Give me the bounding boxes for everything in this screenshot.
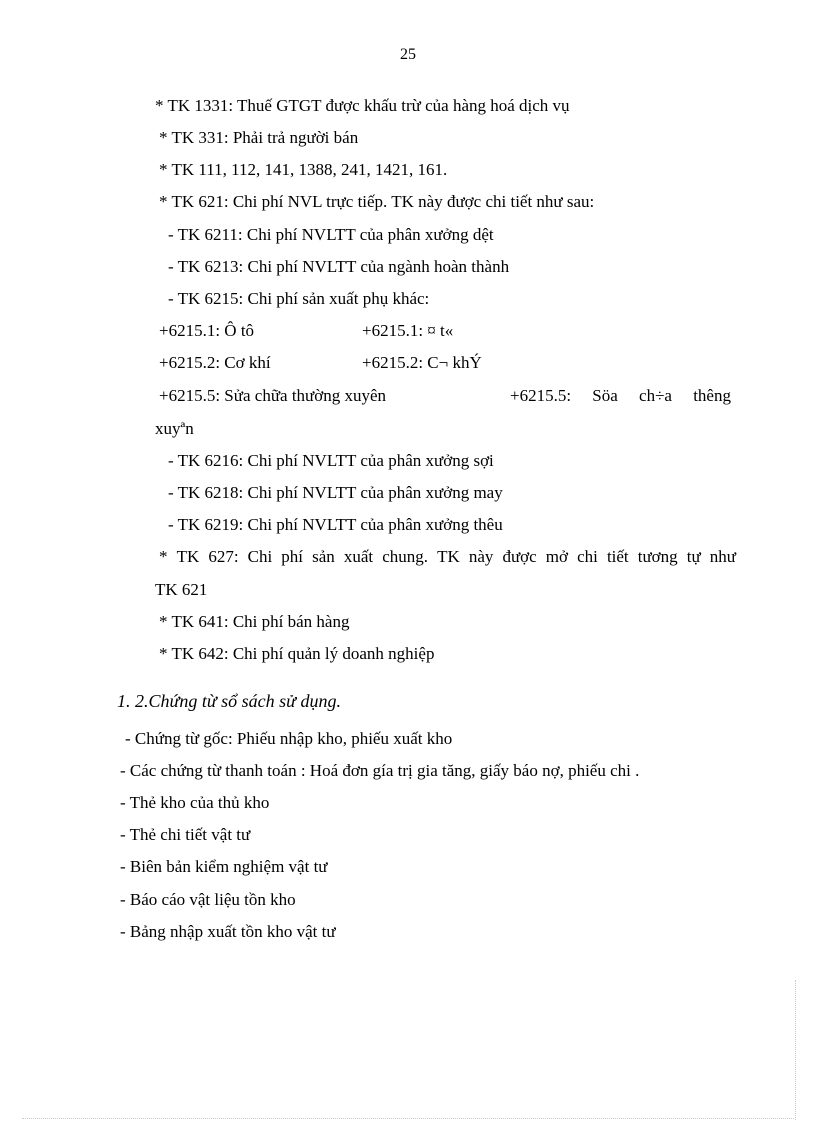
account-line-6211: - TK 6211: Chi phí NVLTT của phân xưởng dệt xyxy=(168,225,494,244)
word: này xyxy=(468,547,494,566)
account-line-6218: - TK 6218: Chi phí NVLTT của phân xưởng may xyxy=(168,483,503,502)
document-item: - Biên bản kiểm nghiệm vật tư xyxy=(120,857,328,876)
account-line-cash: * TK 111, 112, 141, 1388, 241, 1421, 161. xyxy=(159,160,448,179)
account-line-621: * TK 621: Chi phí NVL trực tiếp. TK này được chi tiết như sau: xyxy=(159,192,595,211)
account-line-6213: - TK 6213: Chi phí NVLTT của ngành hoàn thành xyxy=(168,257,510,276)
document-item: - Báo cáo vật liệu tồn kho xyxy=(120,890,296,909)
word: chung. xyxy=(382,547,428,566)
sub-account-right: +6215.1: ¤ t« xyxy=(362,321,454,340)
word: chi xyxy=(577,547,598,566)
word: tương xyxy=(637,547,678,566)
word: xuất xyxy=(343,547,374,566)
wrapped-text: TK 621 xyxy=(155,580,208,599)
word: +6215.5: xyxy=(510,386,572,405)
document-item: - Bảng nhập xuất tồn kho vật tư xyxy=(120,922,336,941)
account-line-331: * TK 331: Phải trả người bán xyxy=(159,128,359,147)
word: mở xyxy=(545,547,568,566)
account-line-6216: - TK 6216: Chi phí NVLTT của phân xưởng sợi xyxy=(168,451,494,470)
word: ch÷a xyxy=(639,386,672,405)
word: Chi xyxy=(247,547,273,566)
word: như xyxy=(709,547,736,566)
account-line-6215: - TK 6215: Chi phí sản xuất phụ khác: xyxy=(168,289,430,308)
word: Söa xyxy=(592,386,618,405)
word: được xyxy=(502,547,537,566)
word: * xyxy=(159,547,168,566)
sub-account-left: +6215.1: Ô tô xyxy=(159,321,255,340)
word: sản xyxy=(312,547,335,566)
page-edge-divider xyxy=(795,980,796,1120)
word: tiết xyxy=(606,547,629,566)
page-bottom-divider xyxy=(22,1118,794,1119)
word: phí xyxy=(281,547,304,566)
account-line-642: * TK 642: Chi phí quản lý doanh nghiệp xyxy=(159,644,435,663)
document-item: - Các chứng từ thanh toán : Hoá đơn gía trị gia tăng, giấy báo nợ, phiếu chi . xyxy=(120,761,640,780)
account-line-627 xyxy=(159,547,736,567)
word: tự xyxy=(686,547,701,566)
document-item: - Chứng từ gốc: Phiếu nhập kho, phiếu xuất kho xyxy=(125,729,453,748)
word: 627: xyxy=(208,547,239,566)
sub-account-right-justified xyxy=(510,386,731,406)
sub-account-right: +6215.2: C¬ khÝ xyxy=(362,353,482,372)
account-line-6219: - TK 6219: Chi phí NVLTT của phân xưởng thêu xyxy=(168,515,503,534)
word: TK xyxy=(437,547,460,566)
page-number: 25 xyxy=(400,46,416,63)
sub-account-left: +6215.2: Cơ khí xyxy=(159,353,271,372)
sub-account-left: +6215.5: Sửa chữa thường xuyên xyxy=(159,386,387,405)
account-line-641: * TK 641: Chi phí bán hàng xyxy=(159,612,350,631)
word: thêng xyxy=(693,386,731,405)
word: TK xyxy=(176,547,200,566)
document-item: - Thẻ chi tiết vật tư xyxy=(120,825,251,844)
wrapped-text: xuyªn xyxy=(155,419,194,438)
section-heading: 1. 2.Chứng từ sổ sách sử dụng. xyxy=(117,691,341,711)
document-item: - Thẻ kho của thủ kho xyxy=(120,793,270,812)
account-line-1331: * TK 1331: Thuế GTGT được khấu trừ của hàng hoá dịch vụ xyxy=(155,96,570,115)
